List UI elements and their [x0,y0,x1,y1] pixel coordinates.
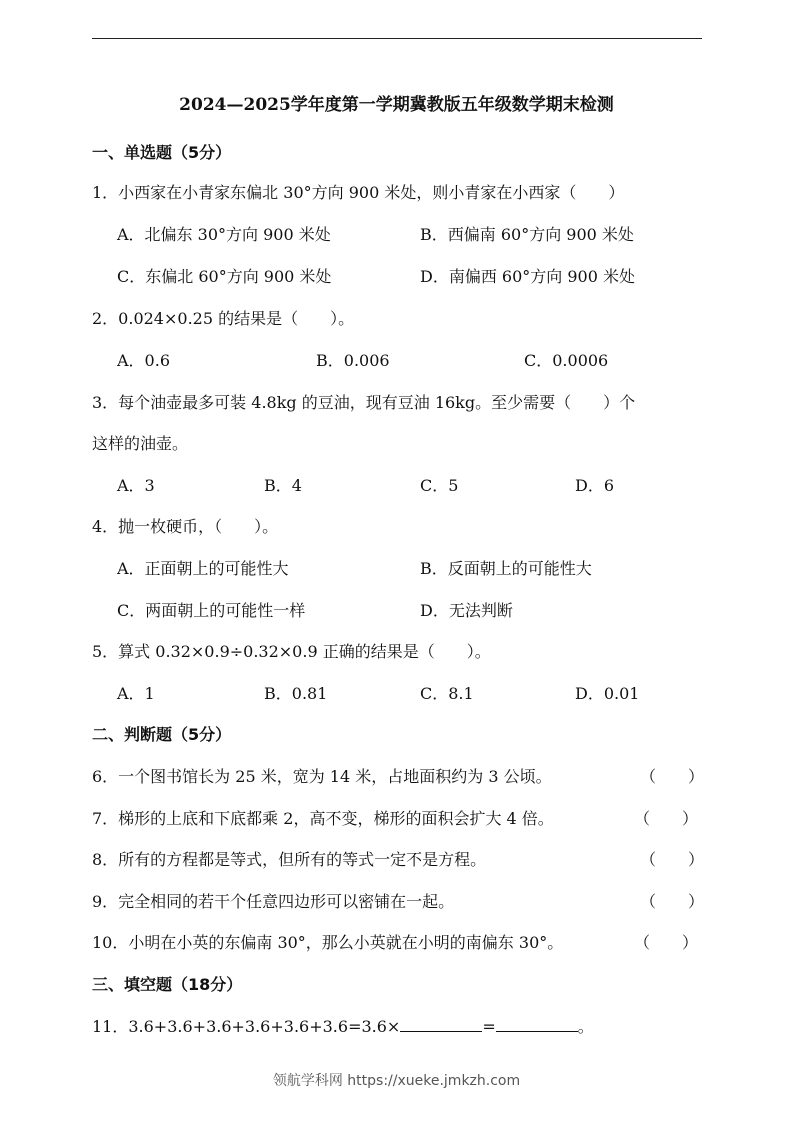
question-1-option-b: B．西偏南 60°方向 900 米处 [420,225,634,244]
question-2-option-a: A．0.6 [117,351,171,370]
question-11 [92,1014,594,1037]
section-heading-fill-in: 三、填空题（18分） [92,975,243,994]
question-2: 2．0.024×0.25 的结果是（ ）。 [92,309,355,328]
question-3-line-2: 这样的油壶。 [92,434,189,453]
question-3-option-c: C．5 [420,476,459,495]
question-4-option-b: B．反面朝上的可能性大 [420,559,592,578]
question-10: 10．小明在小英的东偏南 30°，那么小英就在小明的南偏东 30°。 [92,933,564,952]
question-3-option-b: B．4 [264,476,302,495]
question-6-answer-paren: （ ） [640,767,705,786]
question-10-answer-paren: （ ） [634,933,699,952]
question-11-equals: = [482,1017,496,1036]
question-4-option-a: A．正面朝上的可能性大 [117,559,289,578]
question-3-line-1: 3．每个油壶最多可装 4.8kg 的豆油，现有豆油 16kg。至少需要（ ）个 [92,393,636,412]
top-rule [92,38,702,39]
question-5-option-d: D．0.01 [575,684,640,703]
question-5-option-b: B．0.81 [264,684,328,703]
question-2-option-b: B．0.006 [316,351,390,370]
question-6: 6．一个图书馆长为 25 米，宽为 14 米，占地面积约为 3 公顷。 [92,767,552,786]
question-4-option-c: C．两面朝上的可能性一样 [117,601,306,620]
question-7-answer-paren: （ ） [634,809,699,828]
question-7: 7．梯形的上底和下底都乘 2，高不变，梯形的面积会扩大 4 倍。 [92,809,554,828]
question-11-end: 。 [577,1017,594,1036]
question-3-option-a: A．3 [117,476,155,495]
question-5-option-c: C．8.1 [420,684,474,703]
question-1-option-d: D．南偏西 60°方向 900 米处 [420,267,635,286]
question-8-answer-paren: （ ） [640,850,705,869]
question-4-option-d: D．无法判断 [420,601,513,620]
question-3-option-d: D．6 [575,476,615,495]
question-11-blank-1[interactable] [400,1017,482,1032]
page-title: 2024—2025学年度第一学期冀教版五年级数学期末检测 [179,95,614,115]
question-1-option-c: C．东偏北 60°方向 900 米处 [117,267,332,286]
question-8: 8．所有的方程都是等式，但所有的等式一定不是方程。 [92,850,487,869]
question-1-option-a: A．北偏东 30°方向 900 米处 [117,225,331,244]
question-11-text: 11．3.6+3.6+3.6+3.6+3.6+3.6=3.6× [92,1017,401,1036]
question-5-option-a: A．1 [117,684,155,703]
footer-source: 领航学科网 https://xueke.jmkzh.com [272,1073,521,1089]
question-11-blank-2[interactable] [496,1017,578,1032]
question-9-answer-paren: （ ） [640,892,705,911]
question-5: 5．算式 0.32×0.9÷0.32×0.9 正确的结果是（ ）。 [92,642,491,661]
question-1: 1．小西家在小青家东偏北 30°方向 900 米处，则小青家在小西家（ ） [92,183,625,202]
question-2-option-c: C．0.0006 [524,351,609,370]
question-4: 4．抛一枚硬币，（ ）。 [92,517,279,536]
section-heading-true-false: 二、判断题（5分） [92,725,232,744]
section-heading-single-choice: 一、单选题（5分） [92,143,232,162]
question-9: 9．完全相同的若干个任意四边形可以密铺在一起。 [92,892,455,911]
